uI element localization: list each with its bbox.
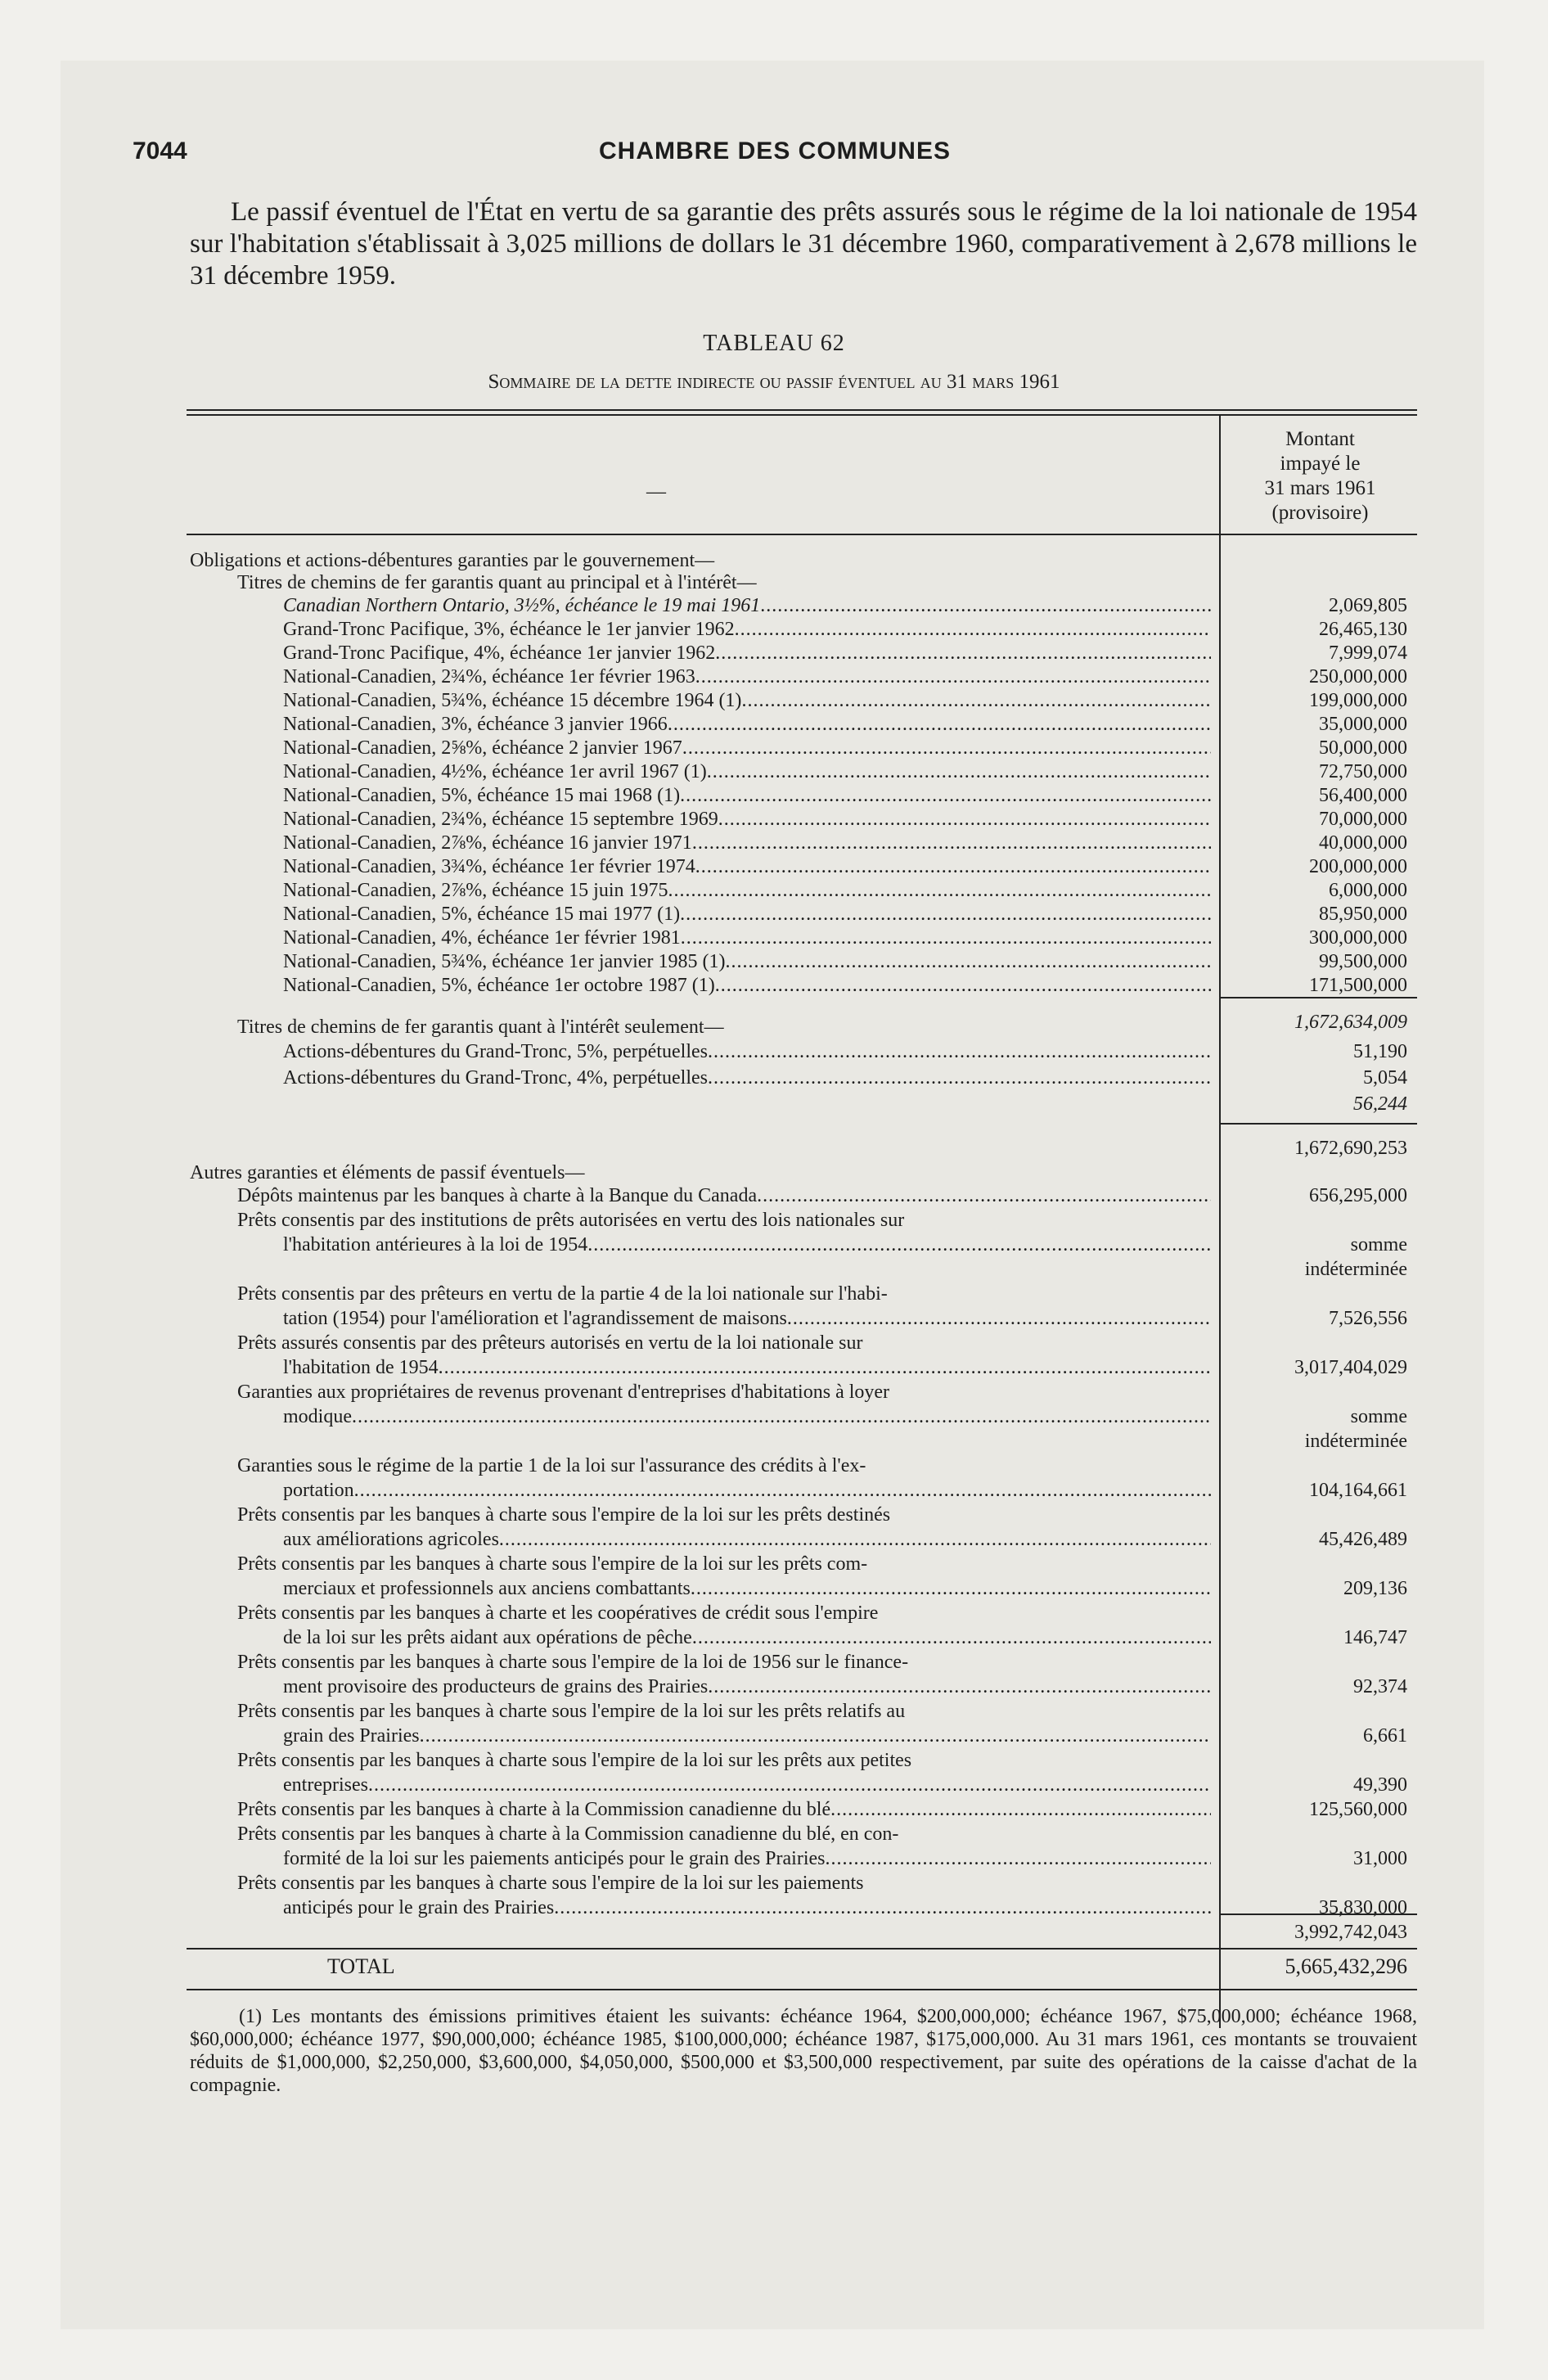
table-row-label bbox=[283, 760, 1211, 784]
row-label-text: National-Canadien, 5¾%, échéance 15 décembre 1964 (1) bbox=[283, 690, 742, 711]
row-label-text: Prêts consentis par des prêteurs en vertu de la partie 4 de la loi nationale sur l'habi- bbox=[237, 1283, 888, 1305]
stub-head: — bbox=[646, 481, 666, 503]
table-row-label bbox=[237, 1208, 1211, 1233]
row-amount: 6,000,000 bbox=[1329, 880, 1407, 901]
row-label-text: merciaux et professionnels aux anciens combattants bbox=[283, 1578, 691, 1599]
row-label-text: Prêts consentis par les banques à charte sous l'empire de la loi sur les prêts relatifs au bbox=[237, 1701, 906, 1722]
row-label-text: National-Canadien, 5¾%, échéance 1er janvier 1985 (1) bbox=[283, 951, 726, 972]
row-amount: 56,400,000 bbox=[1319, 785, 1407, 806]
total-rule bbox=[187, 1948, 1417, 1950]
table-title: TABLEAU 62 bbox=[703, 331, 845, 356]
row-label-text: Prêts assurés consentis par des prêteurs autorisés en vertu de la loi nationale sur bbox=[237, 1332, 863, 1354]
row-label-text: Prêts consentis par les banques à charte sous l'empire de la loi sur les prêts aux petites bbox=[237, 1750, 912, 1771]
row-label-text: National-Canadien, 5%, échéance 1er octobre 1987 (1) bbox=[283, 975, 715, 996]
dot-leader bbox=[692, 1625, 1211, 1650]
row-amount: 3,017,404,029 bbox=[1294, 1357, 1407, 1378]
dot-leader bbox=[554, 1895, 1211, 1920]
row-amount: 31,000 bbox=[1353, 1848, 1407, 1869]
dot-leader bbox=[715, 641, 1211, 665]
total-amount: 5,665,432,296 bbox=[1285, 1954, 1407, 1978]
table-row-label bbox=[283, 949, 1211, 974]
table-row-label bbox=[283, 807, 1211, 832]
table-row-label bbox=[283, 712, 1211, 737]
table-row-label bbox=[283, 1846, 1211, 1871]
row-label-text: l'habitation de 1954 bbox=[283, 1357, 439, 1378]
row-label-text: Actions-débentures du Grand-Tronc, 5%, perpétuelles bbox=[283, 1041, 708, 1062]
table-bottom-rule bbox=[187, 1989, 1417, 1990]
row-amount: 5,054 bbox=[1363, 1067, 1407, 1089]
dot-leader bbox=[760, 593, 1211, 618]
table-row-label bbox=[237, 1331, 1211, 1355]
table-row-label bbox=[237, 1015, 1211, 1039]
dot-leader bbox=[695, 665, 1211, 689]
row-amount: 45,426,489 bbox=[1319, 1529, 1407, 1550]
row-label-text: Garanties sous le régime de la partie 1 de la loi sur l'assurance des crédits à l'ex- bbox=[237, 1455, 866, 1476]
table-row-label bbox=[283, 665, 1211, 689]
dot-leader bbox=[692, 831, 1211, 855]
table-row-label bbox=[190, 1161, 1211, 1185]
dot-leader bbox=[707, 760, 1211, 784]
table-row-label bbox=[190, 548, 1211, 573]
table-row-label bbox=[283, 1625, 1211, 1650]
row-amount: 146,747 bbox=[1343, 1627, 1407, 1648]
table-row-label bbox=[237, 1454, 1211, 1478]
row-label-text: National-Canadien, 3%, échéance 3 janvier 1966 bbox=[283, 714, 668, 735]
row-amount: 209,136 bbox=[1343, 1578, 1407, 1599]
row-label-text: National-Canadien, 3¾%, échéance 1er février 1974 bbox=[283, 856, 695, 877]
row-label-text: Grand-Tronc Pacifique, 4%, échéance 1er janvier 1962 bbox=[283, 642, 716, 664]
row-label-text: Grand-Tronc Pacifique, 3%, échéance le 1er janvier 1962 bbox=[283, 619, 735, 640]
table-row-label bbox=[283, 641, 1211, 665]
row-amount: 35,830,000 bbox=[1319, 1897, 1407, 1918]
row-label-text: Prêts consentis par les banques à charte à la Commission canadienne du blé bbox=[237, 1799, 831, 1820]
dot-leader bbox=[587, 1233, 1211, 1257]
row-label-text: Prêts consentis par les banques à charte sous l'empire de la loi sur les paiements bbox=[237, 1873, 864, 1894]
amount-column-head bbox=[1223, 427, 1417, 525]
row-label-text: National-Canadien, 2¾%, échéance 15 septembre 1969 bbox=[283, 809, 718, 830]
table-row-label bbox=[283, 593, 1211, 618]
table-row-label bbox=[283, 1306, 1211, 1331]
col-head-line: (provisoire) bbox=[1271, 502, 1369, 524]
row-label-text: National-Canadien, 2⅝%, échéance 2 janvier 1967 bbox=[283, 737, 682, 759]
table-row-label bbox=[237, 1503, 1211, 1527]
row-label-text: formité de la loi sur les paiements anticipés pour le grain des Prairies bbox=[283, 1848, 826, 1869]
col-head-line: 31 mars 1961 bbox=[1264, 477, 1376, 499]
dot-leader bbox=[354, 1478, 1211, 1503]
table-row-label bbox=[283, 902, 1211, 926]
dot-leader bbox=[499, 1527, 1211, 1552]
subtotal-rule bbox=[1221, 1913, 1417, 1915]
table-row-label bbox=[283, 783, 1211, 808]
dot-leader bbox=[708, 1675, 1211, 1699]
dot-leader bbox=[757, 1183, 1211, 1208]
row-label-text: National-Canadien, 4%, échéance 1er février 1981 bbox=[283, 927, 681, 949]
dot-leader bbox=[825, 1846, 1211, 1871]
table-row-label bbox=[283, 926, 1211, 950]
row-amount: indéterminée bbox=[1304, 1431, 1407, 1452]
row-amount: 35,000,000 bbox=[1319, 714, 1407, 735]
row-amount: 656,295,000 bbox=[1309, 1185, 1407, 1206]
dot-leader bbox=[715, 973, 1211, 998]
table-row-label bbox=[237, 1282, 1211, 1306]
table-row-label bbox=[237, 1699, 1211, 1724]
table-subtitle: Sommaire de la dette indirecte ou passif éventuel au 31 mars 1961 bbox=[488, 371, 1060, 393]
row-label-text: modique bbox=[283, 1406, 352, 1427]
dot-leader bbox=[725, 949, 1211, 974]
row-amount: 26,465,130 bbox=[1319, 619, 1407, 640]
row-label-text: National-Canadien, 2⅞%, échéance 16 janvier 1971 bbox=[283, 832, 692, 854]
dot-leader bbox=[741, 688, 1211, 713]
row-label-text: entreprises bbox=[283, 1774, 368, 1796]
intro-paragraph: Le passif éventuel de l'État en vertu de sa garantie des prêts assurés sous le régime de la loi nationale de 1954 sur l'habitation s'établissait à 3,025 millions de dollars le 31 décembre 1960, comparativement à 2,678 millions le 31 décembre 1959. bbox=[190, 197, 1417, 291]
table-row-label bbox=[283, 1478, 1211, 1503]
table-row-label bbox=[283, 831, 1211, 855]
table-row-label bbox=[237, 1183, 1211, 1208]
row-amount: 40,000,000 bbox=[1319, 832, 1407, 854]
table-row-label bbox=[237, 1822, 1211, 1846]
row-label-text: Titres de chemins de fer garantis quant à l'intérêt seulement— bbox=[237, 1016, 724, 1038]
table-top-rule-2 bbox=[187, 414, 1417, 416]
row-label-text: Autres garanties et éléments de passif éventuels— bbox=[190, 1162, 585, 1183]
subtotal-rule bbox=[1221, 1123, 1417, 1125]
table-row-label bbox=[283, 1039, 1211, 1064]
row-label-text: portation bbox=[283, 1480, 354, 1501]
col-head-line: impayé le bbox=[1280, 453, 1361, 475]
row-amount: 50,000,000 bbox=[1319, 737, 1407, 759]
table-row-label bbox=[283, 1895, 1211, 1920]
table-row-label bbox=[237, 1871, 1211, 1895]
dot-leader bbox=[680, 783, 1211, 808]
row-label-text: National-Canadien, 4½%, échéance 1er avril 1967 (1) bbox=[283, 761, 707, 782]
dot-leader bbox=[420, 1724, 1211, 1748]
running-head: CHAMBRE DES COMMUNES bbox=[598, 137, 951, 165]
row-label-text: Actions-débentures du Grand-Tronc, 4%, perpétuelles bbox=[283, 1067, 708, 1089]
row-label-text: ment provisoire des producteurs de grains des Prairies bbox=[283, 1676, 709, 1697]
row-amount: 125,560,000 bbox=[1309, 1799, 1407, 1820]
row-amount: 56,244 bbox=[1353, 1093, 1407, 1115]
dot-leader bbox=[439, 1355, 1211, 1380]
table-row-label bbox=[237, 1552, 1211, 1576]
row-label-text: National-Canadien, 5%, échéance 15 mai 1977 (1) bbox=[283, 904, 681, 925]
dot-leader bbox=[681, 926, 1211, 950]
row-label-text: Prêts consentis par les banques à charte et les coopératives de crédit sous l'empire bbox=[237, 1602, 879, 1624]
row-amount: 49,390 bbox=[1353, 1774, 1407, 1796]
table-row-label bbox=[283, 617, 1211, 642]
row-label-text: Prêts consentis par les banques à charte sous l'empire de la loi de 1956 sur le finance- bbox=[237, 1652, 909, 1673]
row-amount: 3,992,742,043 bbox=[1294, 1922, 1407, 1943]
row-amount: 200,000,000 bbox=[1309, 856, 1407, 877]
row-amount: 1,672,690,253 bbox=[1294, 1138, 1407, 1159]
table-row-label bbox=[283, 1233, 1211, 1257]
table-row-label bbox=[283, 878, 1211, 903]
page-header bbox=[133, 137, 1417, 175]
row-amount: 250,000,000 bbox=[1309, 666, 1407, 687]
footnote: (1) Les montants des émissions primitives étaient les suivants: échéance 1964, $200,000,000; échéance 1967, $75,000,000; échéance 1968, $60,000,000; échéance 1977, $90,000,000; échéance 1985, $100,000,000; échéance 1987, $175,000,000. Au 31 mars 1961, ces montants se trouvaient réduits de $1,000,000, $2,250,000, $3,600,000, $4,050,000, $500,000 et $3,500,000 respectivement, par suite des opérations de la caisse d'achat de la compagnie. bbox=[190, 2006, 1417, 2096]
row-amount: 7,999,074 bbox=[1329, 642, 1407, 664]
dot-leader bbox=[787, 1306, 1211, 1331]
row-amount: 51,190 bbox=[1353, 1041, 1407, 1062]
page-number: 7044 bbox=[133, 137, 187, 165]
table-row-label bbox=[237, 1380, 1211, 1404]
dot-leader bbox=[680, 902, 1211, 926]
table-row-label bbox=[283, 1527, 1211, 1552]
col-head-line: Montant bbox=[1285, 428, 1355, 450]
row-amount: 85,950,000 bbox=[1319, 904, 1407, 925]
row-label-text: Canadian Northern Ontario, 3½%, échéance le 19 mai 1961 bbox=[283, 595, 761, 616]
row-amount: somme bbox=[1350, 1406, 1407, 1427]
table-row-label bbox=[283, 1355, 1211, 1380]
table-top-rule bbox=[187, 409, 1417, 411]
table-row-label bbox=[283, 1724, 1211, 1748]
row-amount: 104,164,661 bbox=[1309, 1480, 1407, 1501]
table-row-label bbox=[237, 1797, 1211, 1822]
row-label-text: Garanties aux propriétaires de revenus provenant d'entreprises d'habitations à loyer bbox=[237, 1382, 890, 1403]
row-label-text: National-Canadien, 5%, échéance 15 mai 1968 (1) bbox=[283, 785, 681, 806]
row-amount: 171,500,000 bbox=[1309, 975, 1407, 996]
row-amount: 72,750,000 bbox=[1319, 761, 1407, 782]
row-amount: 99,500,000 bbox=[1319, 951, 1407, 972]
row-label-text: l'habitation antérieures à la loi de 1954 bbox=[283, 1234, 588, 1255]
row-label-text: tation (1954) pour l'amélioration et l'agrandissement de maisons bbox=[283, 1308, 787, 1329]
row-label-text: Dépôts maintenus par les banques à charte à la Banque du Canada bbox=[237, 1185, 758, 1206]
table-row-label bbox=[283, 1675, 1211, 1699]
row-amount: 92,374 bbox=[1353, 1676, 1407, 1697]
row-label-text: Prêts consentis par les banques à charte sous l'empire de la loi sur les prêts destinés bbox=[237, 1504, 891, 1526]
table-row-label bbox=[283, 973, 1211, 998]
row-label-text: National-Canadien, 2¾%, échéance 1er février 1963 bbox=[283, 666, 695, 687]
row-label-text: de la loi sur les prêts aidant aux opérations de pêche bbox=[283, 1627, 692, 1648]
dot-leader bbox=[708, 1066, 1211, 1090]
table-row-label bbox=[283, 854, 1211, 879]
table-row-label bbox=[237, 570, 1211, 595]
dot-leader bbox=[368, 1773, 1211, 1797]
row-amount: 1,672,634,009 bbox=[1294, 1012, 1407, 1033]
table-row-label bbox=[283, 736, 1211, 760]
row-amount: 300,000,000 bbox=[1309, 927, 1407, 949]
row-amount: indéterminée bbox=[1304, 1259, 1407, 1280]
table-row-label bbox=[283, 1066, 1211, 1090]
dot-leader bbox=[691, 1576, 1211, 1601]
table-row-label bbox=[283, 1404, 1211, 1429]
dot-leader bbox=[352, 1404, 1211, 1429]
table-row-label bbox=[237, 1748, 1211, 1773]
row-amount: somme bbox=[1350, 1234, 1407, 1255]
row-label-text: Prêts consentis par les banques à charte à la Commission canadienne du blé, en con- bbox=[237, 1823, 899, 1845]
dot-leader bbox=[668, 878, 1211, 903]
row-label-text: Titres de chemins de fer garantis quant au principal et à l'intérêt— bbox=[237, 572, 757, 593]
dot-leader bbox=[735, 617, 1211, 642]
dot-leader bbox=[695, 854, 1211, 879]
row-label-text: Prêts consentis par des institutions de prêts autorisées en vertu des lois nationales sur bbox=[237, 1210, 905, 1231]
row-label-text: anticipés pour le grain des Prairies bbox=[283, 1897, 555, 1918]
row-amount: 7,526,556 bbox=[1329, 1308, 1407, 1329]
dot-leader bbox=[668, 712, 1211, 737]
subtotal-rule bbox=[1221, 997, 1417, 998]
row-amount: 2,069,805 bbox=[1329, 595, 1407, 616]
table-row-label bbox=[237, 1650, 1211, 1675]
amount-column-rule bbox=[1219, 416, 1221, 2028]
dot-leader bbox=[718, 807, 1211, 832]
table-row-label bbox=[237, 1601, 1211, 1625]
dot-leader bbox=[830, 1797, 1211, 1822]
table-row-label bbox=[283, 688, 1211, 713]
row-amount: 199,000,000 bbox=[1309, 690, 1407, 711]
table-row-label bbox=[283, 1773, 1211, 1797]
row-label-text: grain des Prairies bbox=[283, 1725, 420, 1747]
row-label-text: Obligations et actions-débentures garanties par le gouvernement— bbox=[190, 550, 715, 571]
row-label-text: National-Canadien, 2⅞%, échéance 15 juin 1975 bbox=[283, 880, 668, 901]
row-amount: 70,000,000 bbox=[1319, 809, 1407, 830]
row-amount: 6,661 bbox=[1363, 1725, 1407, 1747]
total-label: TOTAL bbox=[327, 1954, 395, 1978]
table-row-label bbox=[283, 1576, 1211, 1601]
table-header-rule bbox=[187, 534, 1417, 535]
dot-leader bbox=[682, 736, 1211, 760]
dot-leader bbox=[708, 1039, 1211, 1064]
row-label-text: Prêts consentis par les banques à charte sous l'empire de la loi sur les prêts com- bbox=[237, 1553, 868, 1575]
row-label-text: aux améliorations agricoles bbox=[283, 1529, 499, 1550]
